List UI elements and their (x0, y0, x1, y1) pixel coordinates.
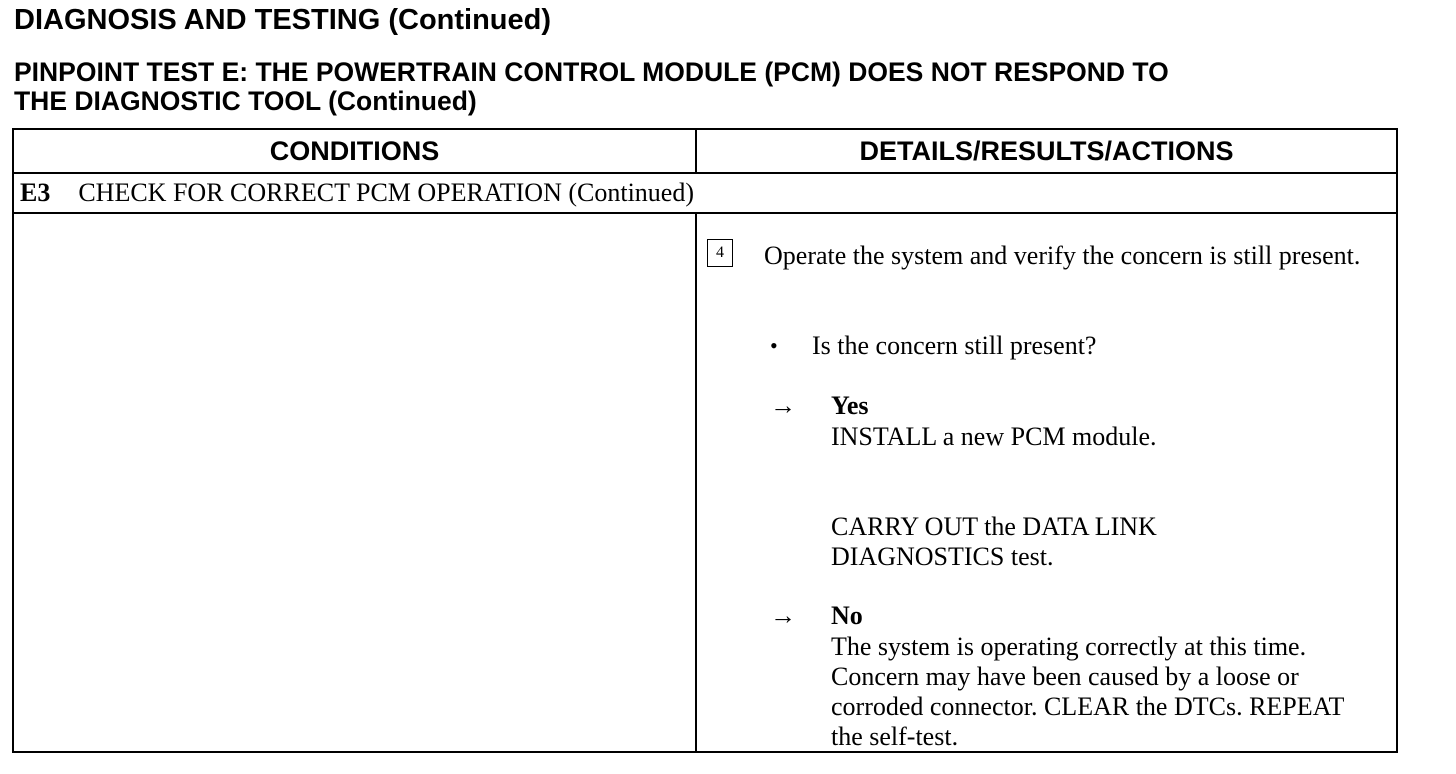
details-results-actions-column-header: DETAILS/RESULTS/ACTIONS (859, 136, 1234, 166)
conditions-column-header: CONDITIONS (269, 136, 440, 166)
step-id: E3 (20, 178, 51, 207)
yes-answer-text: INSTALL a new PCM module. (831, 422, 1157, 451)
pinpoint-test-title-line-1: PINPOINT TEST E: THE POWERTRAIN CONTROL MODULE (PCM) DOES NOT RESPOND TO (14, 57, 1169, 87)
no-answer-label: No (831, 601, 863, 630)
header-divider (14, 172, 1396, 174)
yes-answer-followup: CARRY OUT the DATA LINK DIAGNOSTICS test. (831, 512, 1157, 571)
substep-instruction: Operate the system and verify the concern is still present. (764, 241, 1361, 270)
step-title: CHECK FOR CORRECT PCM OPERATION (Continued) (78, 178, 694, 207)
substep-question: Is the concern still present? (812, 331, 1097, 360)
step-row-divider (14, 212, 1396, 214)
pinpoint-test-title (14, 58, 1434, 116)
body-column-divider (695, 212, 697, 751)
yes-arrow-icon: → (770, 391, 796, 420)
header-column-divider (695, 130, 697, 172)
page-title: DIAGNOSIS AND TESTING (Continued) (14, 4, 552, 36)
pinpoint-test-title-line-2: THE DIAGNOSTIC TOOL (Continued) (14, 86, 477, 116)
no-answer-text: The system is operating correctly at this time. Concern may have been caused by a loose or corroded connector. CLEAR the DTCs. REPEAT the self-test. (831, 632, 1344, 751)
no-arrow-icon: → (770, 601, 796, 630)
bullet-icon: • (770, 333, 778, 358)
yes-answer-label: Yes (831, 391, 869, 420)
step-row (20, 178, 694, 208)
substep-number-box: 4 (707, 239, 733, 267)
